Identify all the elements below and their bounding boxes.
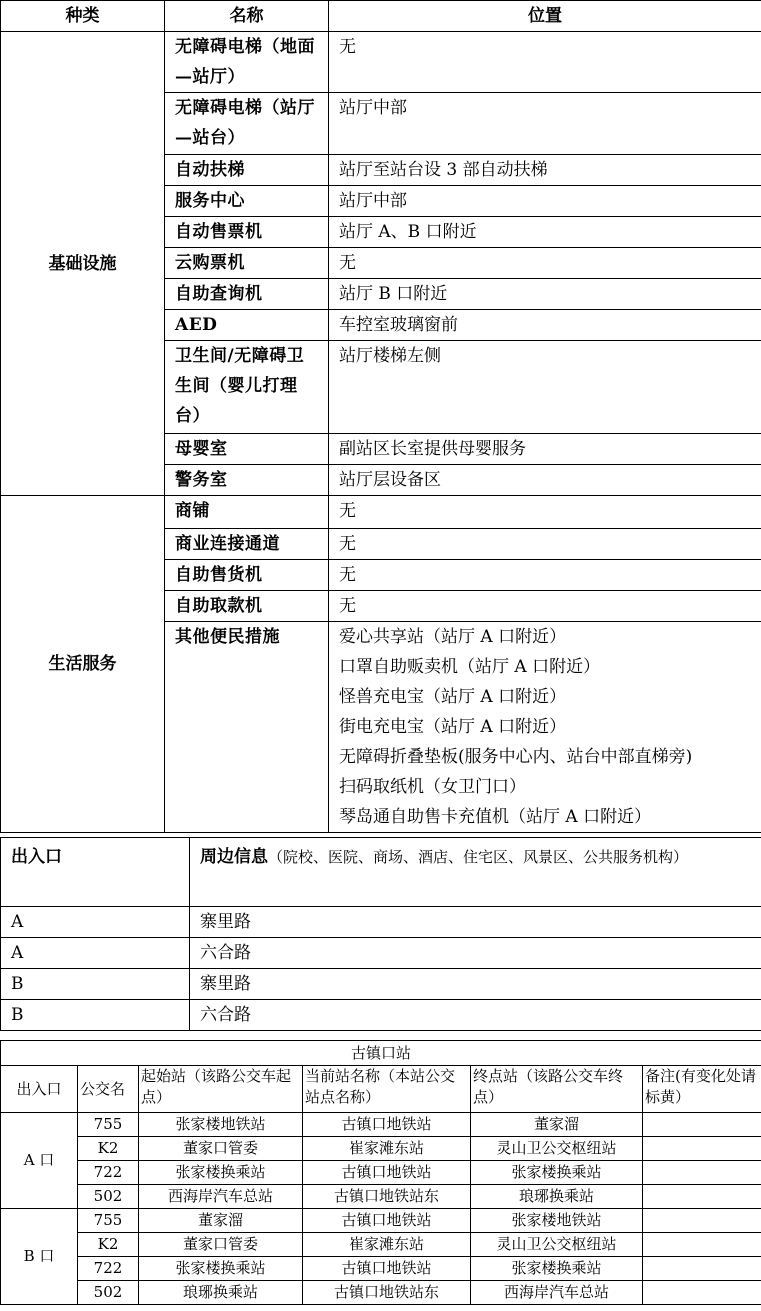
facility-name: 商业连接通道 [165,529,329,560]
facility-location [329,155,761,186]
bus-end: 西海岸汽车总站 [471,1281,643,1305]
surrounding-info: 六合路 [190,1000,761,1031]
surrounding-row [1,969,761,1000]
bus-end: 张家楼换乘站 [471,1257,643,1281]
surrounding-exit: A [1,907,190,938]
facility-location-line: 扫码取纸机（女卫门口） [339,777,526,797]
bus-line: 755 [78,1113,139,1137]
facility-location-line: 无 [339,37,356,57]
facility-location-line: 站厅层设备区 [339,470,441,490]
bus-start: 董家口管委 [139,1233,303,1257]
header-category: 种类 [1,1,165,32]
bus-title-row [1,1041,761,1066]
bus-line: 722 [78,1257,139,1281]
bus-header-row [1,1066,761,1113]
surrounding-exit: B [1,969,190,1000]
bus-start: 琅琊换乘站 [139,1281,303,1305]
bus-current: 古镇口地铁站 [303,1209,471,1233]
facility-name: 自助取款机 [165,591,329,622]
facility-row [1,32,761,93]
facility-location [329,529,761,560]
header-exit: 出入口 [1,838,190,907]
facility-location [329,622,761,833]
bus-line: 502 [78,1281,139,1305]
bus-note [643,1161,761,1185]
facility-location [329,310,761,341]
bus-header-current: 当前站名称（本站公交站点名称） [303,1066,471,1113]
bus-header-end: 终点站（该路公交车终点） [471,1066,643,1113]
bus-gate: A 口 [1,1113,78,1209]
bus-note [643,1209,761,1233]
bus-end: 灵山卫公交枢纽站 [471,1233,643,1257]
bus-row [1,1233,761,1257]
facility-location-line: 无 [339,596,356,616]
facility-name: 无障碍电梯（地面—站厅） [165,32,329,93]
header-info-note: （院校、医院、商场、酒店、住宅区、风景区、公共服务机构） [268,848,689,866]
bus-gate: B 口 [1,1209,78,1305]
facility-name: 卫生间/无障碍卫生间（婴儿打理台） [165,341,329,434]
bus-header-exit: 出入口 [1,1066,78,1113]
surroundings-table-body [1,838,761,1031]
bus-line: K2 [78,1137,139,1161]
bus-current: 古镇口地铁站 [303,1113,471,1137]
facility-location-line: 副站区长室提供母婴服务 [339,439,526,459]
bus-row [1,1113,761,1137]
surrounding-exit: A [1,938,190,969]
facilities-header-row [1,1,761,32]
facility-location [329,279,761,310]
facility-location [329,591,761,622]
facility-location-line: 无障碍折叠垫板(服务中心内、站台中部直梯旁) [339,747,693,767]
bus-start: 张家楼地铁站 [139,1113,303,1137]
bus-note [643,1257,761,1281]
bus-end: 琅琊换乘站 [471,1185,643,1209]
bus-row [1,1281,761,1305]
facility-name: AED [165,310,329,341]
facility-location-line: 站厅楼梯左侧 [339,346,441,366]
facility-location-line: 车控室玻璃窗前 [339,315,458,335]
bus-note [643,1233,761,1257]
bus-row [1,1185,761,1209]
facilities-table-body [1,1,761,833]
facility-location-line: 站厅中部 [339,191,407,211]
facility-category: 基础设施 [1,32,165,496]
bus-start: 董家口管委 [139,1137,303,1161]
bus-current: 古镇口地铁站东 [303,1185,471,1209]
facility-location [329,186,761,217]
bus-current: 崔家滩东站 [303,1233,471,1257]
bus-start: 董家溜 [139,1209,303,1233]
facility-name: 自助查询机 [165,279,329,310]
bus-end: 张家楼地铁站 [471,1209,643,1233]
facility-location [329,496,761,529]
facility-location-line: 琴岛通自助售卡充值机（站厅 A 口附近） [339,807,652,827]
header-info-title: 周边信息 [200,847,268,867]
facility-location-line: 爱心共享站（站厅 A 口附近） [339,627,567,647]
surrounding-row [1,938,761,969]
bus-line: 755 [78,1209,139,1233]
facility-location [329,248,761,279]
facility-location-line: 站厅中部 [339,98,407,118]
bus-table-body [1,1041,761,1305]
surrounding-info: 寨里路 [190,907,761,938]
facility-name: 母婴室 [165,434,329,465]
bus-line: 502 [78,1185,139,1209]
station-title: 古镇口站 [1,1041,761,1066]
facility-name: 自助售货机 [165,560,329,591]
facility-location-line: 无 [339,534,356,554]
facility-name: 无障碍电梯（站厅—站台） [165,93,329,155]
bus-current: 古镇口地铁站东 [303,1281,471,1305]
bus-start: 张家楼换乘站 [139,1257,303,1281]
facility-location [329,341,761,434]
bus-header-line: 公交名 [78,1066,139,1113]
surrounding-exit: B [1,1000,190,1031]
facility-name: 自动扶梯 [165,155,329,186]
facility-location-line: 站厅至站台设 3 部自动扶梯 [339,160,548,180]
facility-location [329,560,761,591]
facility-location-line: 无 [339,253,356,273]
facility-location [329,217,761,248]
bus-start: 西海岸汽车总站 [139,1185,303,1209]
header-location: 位置 [329,1,761,32]
bus-note [643,1113,761,1137]
facility-name: 其他便民措施 [165,622,329,833]
facility-location-line: 站厅 B 口附近 [339,284,448,304]
facility-location-line: 站厅 A、B 口附近 [339,222,477,242]
bus-line: 722 [78,1161,139,1185]
bus-current: 古镇口地铁站 [303,1161,471,1185]
surrounding-row [1,1000,761,1031]
bus-start: 张家楼换乘站 [139,1161,303,1185]
facility-name: 云购票机 [165,248,329,279]
bus-header-note: 备注(有变化处请标黄） [643,1066,761,1113]
bus-current: 崔家滩东站 [303,1137,471,1161]
bus-row [1,1257,761,1281]
surroundings-table [0,837,761,1031]
bus-end: 董家溜 [471,1113,643,1137]
facility-name: 商铺 [165,496,329,529]
surrounding-info: 寨里路 [190,969,761,1000]
bus-table [0,1040,761,1305]
facility-name: 自动售票机 [165,217,329,248]
facility-location [329,32,761,93]
bus-line: K2 [78,1233,139,1257]
bus-note [643,1185,761,1209]
header-name: 名称 [165,1,329,32]
facility-location-line: 口罩自助贩卖机（站厅 A 口附近） [339,657,601,677]
surrounding-row [1,907,761,938]
bus-end: 张家楼换乘站 [471,1161,643,1185]
bus-row [1,1161,761,1185]
surrounding-info: 六合路 [190,938,761,969]
facility-location-line: 无 [339,565,356,585]
bus-end: 灵山卫公交枢纽站 [471,1137,643,1161]
surroundings-header-row [1,838,761,907]
facility-location-line: 无 [339,501,356,521]
bus-row [1,1209,761,1233]
facility-location [329,434,761,465]
bus-header-start: 起始站（该路公交车起点） [139,1066,303,1113]
facility-name: 服务中心 [165,186,329,217]
facility-name: 警务室 [165,465,329,496]
bus-note [643,1137,761,1161]
header-info [190,838,761,907]
facility-location-line: 街电充电宝（站厅 A 口附近） [339,717,567,737]
bus-row [1,1137,761,1161]
facility-location [329,465,761,496]
facility-location [329,93,761,155]
facility-location-line: 怪兽充电宝（站厅 A 口附近） [339,687,567,707]
bus-current: 古镇口地铁站 [303,1257,471,1281]
bus-note [643,1281,761,1305]
facility-row [1,496,761,529]
facility-category: 生活服务 [1,496,165,833]
